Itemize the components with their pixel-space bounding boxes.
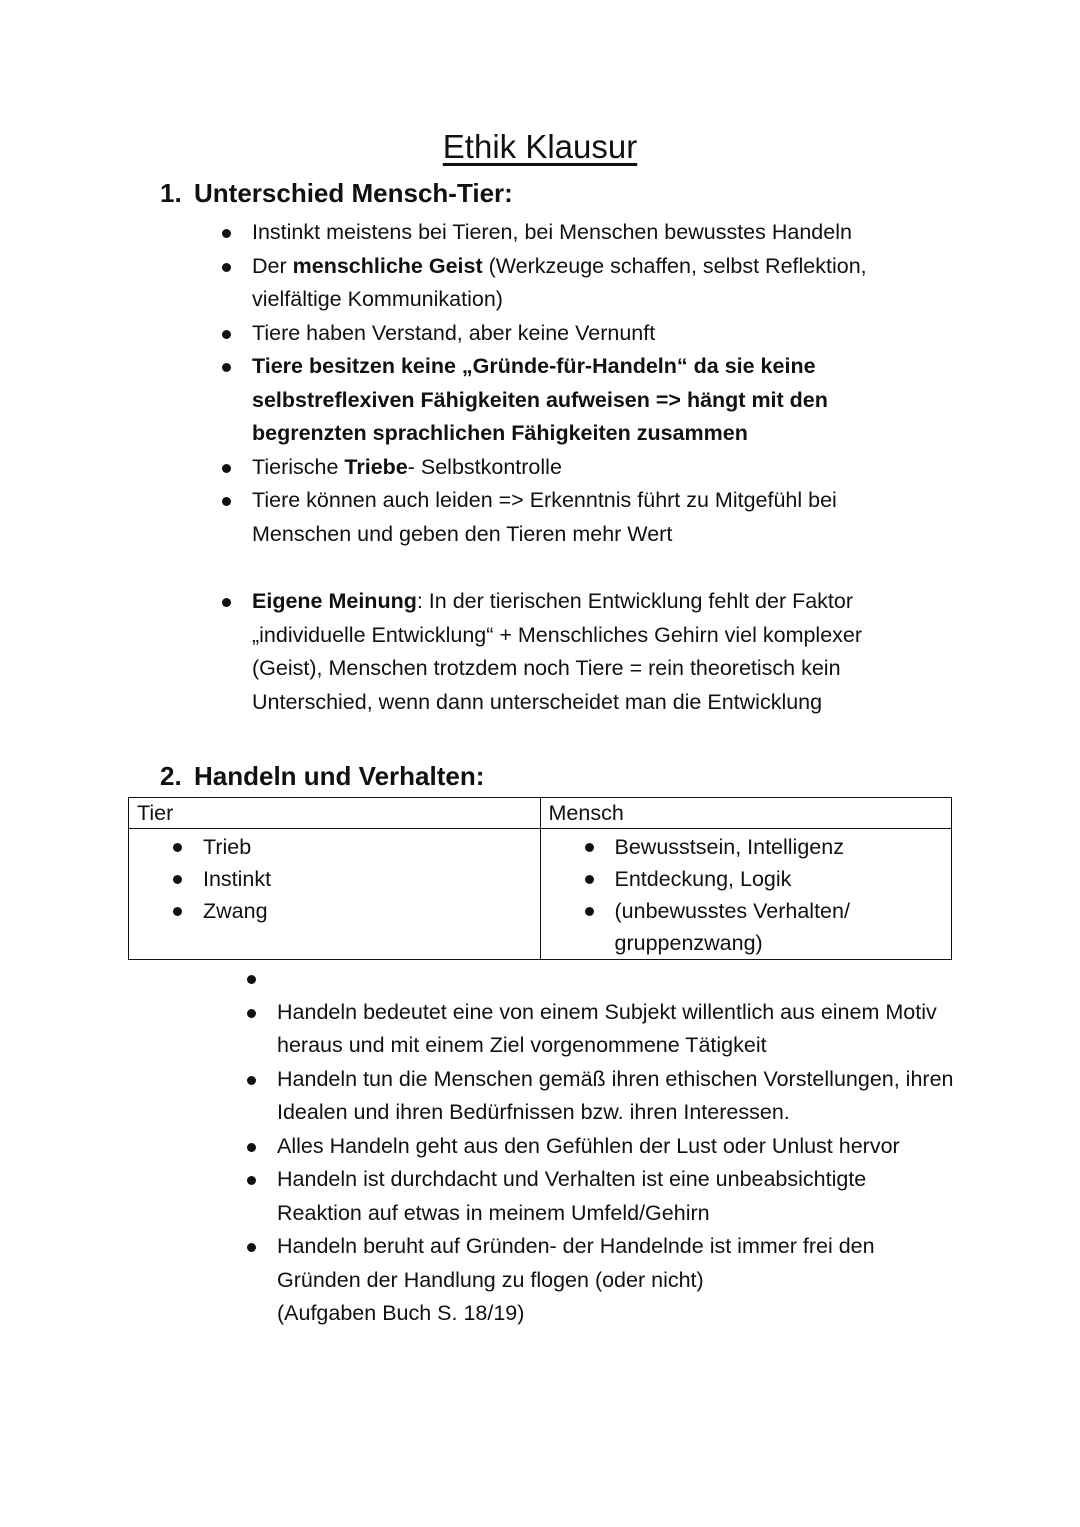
section-2-list (247, 962, 957, 1331)
item-bold-text: menschliche Geist (292, 253, 483, 278)
list-item (222, 585, 932, 719)
list-item: Handeln ist durchdacht und Verhalten ist eine unbeabsichtigte Reaktion auf etwas in meinem Umfeld/Gehirn (247, 1163, 957, 1230)
item-text: Instinkt meistens bei Tieren, bei Menschen bewusstes Handeln (252, 220, 852, 244)
mensch-list (585, 831, 944, 959)
table-cell-tier (129, 829, 541, 960)
table-cell-mensch (540, 829, 952, 960)
list-item (247, 1230, 957, 1331)
item-text: Handeln beruht auf Gründen- der Handelnde ist immer frei den Gründen der Handlung zu flogen (oder nicht) (277, 1234, 875, 1292)
list-item (222, 317, 932, 351)
list-item: Handeln bedeutet eine von einem Subjekt willentlich aus einem Motiv heraus und mit einem Ziel vorgenommene Tätigkeit (247, 996, 957, 1063)
section-1-list (222, 216, 932, 719)
list-item (222, 484, 932, 551)
section-1-title: Unterschied Mensch-Tier: (194, 178, 513, 208)
item-bold-text: Eigene Meinung (252, 589, 417, 613)
table-row (129, 829, 952, 960)
list-item (222, 451, 932, 485)
book-reference-note: (Aufgaben Buch S. 18/19) (277, 1301, 525, 1325)
item-bold-text: Tiere besitzen keine „Gründe-für-Handeln“ da sie keine selbstreflexiven Fähigkeiten aufweisen => hängt mit den begrenzten sprachlichen Fähigkeiten zusammen (252, 354, 828, 445)
item-text: (Werkzeuge schaffen, selbst Reflektion, vielfältige Kommunikation) (252, 253, 867, 311)
list-item: Trieb (173, 831, 532, 863)
item-text: Tiere haben Verstand, aber keine Vernunft (252, 320, 656, 345)
item-text: - Selbstkontrolle (407, 454, 562, 479)
list-item-empty (247, 962, 957, 996)
section-1-heading (160, 178, 513, 209)
section-2-number: 2. (160, 761, 182, 791)
list-item: Instinkt (173, 863, 532, 895)
list-item: (unbewusstes Verhalten/ gruppenzwang) (585, 895, 944, 959)
list-item (222, 216, 932, 250)
item-text: Tierische (252, 454, 345, 479)
item-text: Der (252, 253, 293, 278)
tier-list (173, 831, 532, 927)
item-bold-text: Triebe (344, 454, 408, 479)
list-item: Entdeckung, Logik (585, 863, 944, 895)
section-2-heading (160, 761, 484, 792)
table-header-row (129, 798, 952, 829)
page-title: Ethik Klausur (442, 128, 638, 165)
list-item (222, 250, 932, 317)
item-text: : In der tierischen Entwicklung fehlt der Faktor „individuelle Entwicklung“ + Menschliches Gehirn viel komplexer (Geist), Menschen trotzdem noch Tiere = rein theoretisch kein Unterschied, wenn dann unterscheidet man die Entwicklung (252, 589, 863, 714)
section-2-title: Handeln und Verhalten: (194, 761, 485, 791)
comparison-table (128, 797, 952, 960)
list-item (222, 350, 932, 451)
section-1-number: 1. (160, 178, 182, 208)
item-text: Tiere können auch leiden => Erkenntnis führt zu Mitgefühl bei Menschen und geben den Tieren mehr Wert (252, 488, 837, 546)
table-header-tier: Tier (129, 798, 541, 829)
list-item: Handeln tun die Menschen gemäß ihren ethischen Vorstellungen, ihren Idealen und ihren Bedürfnissen bzw. ihren Interessen. (247, 1063, 957, 1130)
table-header-mensch: Mensch (540, 798, 952, 829)
list-item: Bewusstsein, Intelligenz (585, 831, 944, 863)
list-item: Alles Handeln geht aus den Gefühlen der Lust oder Unlust hervor (247, 1130, 957, 1164)
list-item: Zwang (173, 895, 532, 927)
